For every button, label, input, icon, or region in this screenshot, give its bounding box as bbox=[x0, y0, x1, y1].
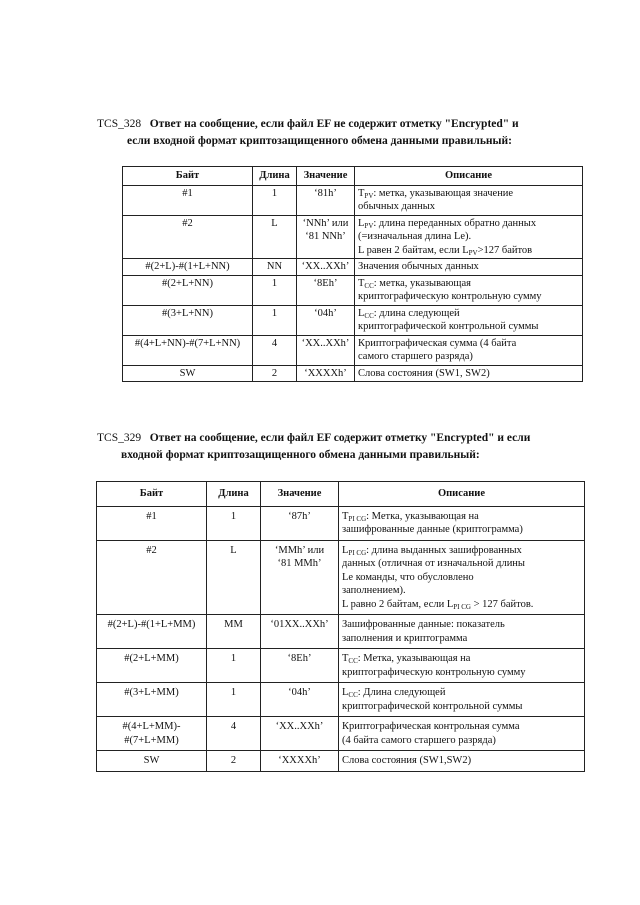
cell-value bbox=[261, 717, 339, 751]
header-value: Значение bbox=[297, 167, 355, 186]
description-text: криптографической контрольной суммы bbox=[342, 700, 523, 712]
symbol: T bbox=[358, 187, 365, 199]
description-text: Криптографическая контрольная сумма bbox=[342, 721, 520, 732]
response-table-plain bbox=[122, 166, 583, 382]
cell-description bbox=[355, 365, 583, 382]
description-text: Значения обычных данных bbox=[358, 261, 479, 272]
table-header-row bbox=[97, 482, 585, 507]
description-text: Слова состояния (SW1,SW2) bbox=[342, 755, 472, 766]
symbol: T bbox=[358, 277, 365, 289]
cell-byte bbox=[97, 615, 207, 649]
description-text: Криптографическая сумма (4 байта bbox=[358, 337, 517, 349]
table-row bbox=[123, 275, 583, 305]
description-text: : Метка, указывающая на bbox=[357, 653, 471, 664]
description-text: : длина переданных обратно данных bbox=[373, 217, 537, 229]
table-row bbox=[123, 305, 583, 335]
cell-byte: #(2+L+NN) bbox=[123, 275, 253, 305]
description-line bbox=[358, 200, 579, 214]
description-line bbox=[342, 598, 581, 612]
cell-value bbox=[261, 615, 339, 649]
description-text: >127 байтов bbox=[477, 244, 533, 256]
cell-line: ‘XXXXh’ bbox=[304, 367, 347, 379]
symbol-subscript: PI CG bbox=[348, 548, 367, 557]
cell-line: ‘MMh’ или bbox=[274, 544, 325, 556]
cell-description bbox=[355, 305, 583, 335]
description-line bbox=[342, 666, 581, 680]
description-text: (4 байта самого старшего разряда) bbox=[342, 734, 496, 746]
cell-line: #1 bbox=[146, 510, 157, 522]
cell-line: ‘XX..XXh’ bbox=[301, 337, 350, 349]
cell-byte: #1 bbox=[123, 185, 253, 215]
description-text: зашифрованные данные (криптограмма) bbox=[342, 524, 523, 535]
cell-byte: SW bbox=[123, 365, 253, 382]
cell-length: 2 bbox=[207, 751, 261, 772]
header-length: Длина bbox=[253, 167, 297, 186]
cell-value bbox=[297, 259, 355, 276]
description-line bbox=[342, 652, 581, 666]
cell-line: #(7+L+MM) bbox=[124, 734, 179, 746]
table-row bbox=[123, 259, 583, 276]
table-row bbox=[123, 215, 583, 259]
cell-line: ‘81 NNh’ bbox=[305, 231, 346, 242]
table-row bbox=[97, 649, 585, 683]
cell-length: 4 bbox=[253, 335, 297, 365]
symbol-subscript: CC bbox=[364, 311, 374, 320]
symbol-subscript: CC bbox=[348, 691, 358, 699]
symbol: T bbox=[342, 653, 349, 664]
cell-description bbox=[355, 335, 583, 365]
cell-value bbox=[261, 751, 339, 772]
description-line bbox=[358, 244, 579, 258]
cell-value bbox=[261, 506, 339, 540]
table-row bbox=[97, 615, 585, 649]
description-text: криптографическую контрольную сумму bbox=[358, 291, 542, 302]
cell-line: ‘01XX..XXh’ bbox=[270, 619, 329, 630]
description-text: обычных данных bbox=[358, 201, 436, 212]
symbol: L bbox=[358, 217, 365, 229]
cell-length: 4 bbox=[207, 717, 261, 751]
header-value: Значение bbox=[261, 482, 339, 507]
cell-line: ‘XXXXh’ bbox=[278, 755, 321, 766]
heading-text-continued: входной формат криптозащищенного обмена данными правильный: bbox=[121, 449, 480, 461]
cell-description bbox=[339, 649, 585, 683]
description-text: : метка, указывающая bbox=[373, 277, 472, 289]
description-line bbox=[342, 584, 581, 598]
symbol-subscript: PV bbox=[364, 221, 374, 230]
header-description: Описание bbox=[355, 167, 583, 186]
heading-text-continued: если входной формат криптозащищенного обмена данными правильный: bbox=[127, 135, 512, 147]
section-heading-tcs-328 bbox=[97, 116, 587, 150]
description-line bbox=[358, 260, 579, 274]
cell-length: L bbox=[253, 215, 297, 259]
table-row bbox=[97, 506, 585, 540]
requirement-code: TCS_329 bbox=[97, 432, 142, 444]
table-row bbox=[123, 365, 583, 382]
description-text: заполнением). bbox=[342, 585, 406, 596]
description-line bbox=[342, 557, 581, 571]
description-text: : Длина следующей bbox=[357, 687, 446, 698]
cell-value bbox=[297, 305, 355, 335]
cell-line: ‘XX..XXh’ bbox=[275, 721, 324, 732]
description-text: Слова состояния (SW1, SW2) bbox=[358, 367, 490, 379]
cell-length: L bbox=[207, 540, 261, 615]
cell-byte: #(2+L)-#(1+L+NN) bbox=[123, 259, 253, 276]
cell-line: ‘NNh’ или bbox=[302, 217, 349, 229]
header-byte: Байт bbox=[123, 167, 253, 186]
description-line bbox=[358, 187, 579, 201]
description-text: Зашифрованные данные: показатель bbox=[342, 619, 505, 630]
cell-byte: #(3+L+NN) bbox=[123, 305, 253, 335]
cell-line: ‘87h’ bbox=[288, 510, 311, 522]
symbol-subscript: PV bbox=[468, 248, 478, 257]
heading-text: Ответ на сообщение, если файл EF содержит отметку "Encrypted" и если bbox=[149, 432, 531, 444]
cell-byte bbox=[97, 751, 207, 772]
description-line bbox=[342, 734, 581, 748]
cell-value bbox=[261, 540, 339, 615]
description-line bbox=[358, 320, 579, 334]
description-line bbox=[342, 686, 581, 700]
cell-value bbox=[297, 275, 355, 305]
description-line bbox=[358, 217, 579, 231]
cell-length: 1 bbox=[253, 185, 297, 215]
header-length: Длина bbox=[207, 482, 261, 507]
cell-description bbox=[339, 615, 585, 649]
cell-value bbox=[297, 335, 355, 365]
table-row bbox=[97, 540, 585, 615]
cell-length: 1 bbox=[253, 305, 297, 335]
description-text: L равно 2 байтам, если L bbox=[342, 598, 454, 610]
description-text: криптографической контрольной суммы bbox=[358, 321, 539, 332]
response-table-encrypted bbox=[96, 481, 585, 772]
cell-value bbox=[261, 649, 339, 683]
description-text: заполнения и криптограмма bbox=[342, 632, 468, 644]
cell-length: 1 bbox=[207, 683, 261, 717]
description-line bbox=[342, 544, 581, 558]
heading-text: Ответ на сообщение, если файл EF не содержит отметку "Encrypted" и bbox=[149, 118, 519, 130]
symbol-subscript: PV bbox=[364, 191, 374, 200]
description-text: : длина следующей bbox=[373, 307, 460, 319]
cell-description bbox=[339, 540, 585, 615]
cell-length: MM bbox=[207, 615, 261, 649]
symbol-subscript: CC bbox=[348, 657, 358, 665]
symbol: L bbox=[342, 687, 349, 698]
cell-description bbox=[355, 259, 583, 276]
header-description: Описание bbox=[339, 482, 585, 507]
symbol: L bbox=[358, 307, 365, 319]
cell-line: #(4+L+MM)- bbox=[122, 721, 181, 732]
cell-description bbox=[339, 683, 585, 717]
description-line bbox=[358, 367, 579, 381]
symbol-subscript: PI CG bbox=[453, 602, 471, 611]
cell-description bbox=[355, 275, 583, 305]
description-text: самого старшего разряда) bbox=[358, 351, 473, 362]
description-text: данных (отличная от изначальной длины bbox=[342, 558, 525, 569]
description-line bbox=[358, 230, 579, 244]
cell-line: #2 bbox=[146, 544, 157, 556]
symbol-subscript: CC bbox=[364, 281, 374, 290]
table-row bbox=[97, 717, 585, 751]
description-line bbox=[342, 632, 581, 646]
cell-line: ‘04h’ bbox=[288, 687, 311, 698]
table-row bbox=[97, 751, 585, 772]
cell-byte bbox=[97, 540, 207, 615]
description-line bbox=[342, 754, 581, 768]
cell-length: 1 bbox=[207, 506, 261, 540]
cell-length: 1 bbox=[207, 649, 261, 683]
description-line bbox=[342, 720, 581, 734]
description-line bbox=[358, 350, 579, 364]
requirement-code: TCS_328 bbox=[97, 118, 142, 130]
description-text: (=изначальная длина Le). bbox=[358, 231, 472, 242]
cell-byte bbox=[97, 683, 207, 717]
description-text: L равен 2 байтам, если L bbox=[358, 244, 469, 256]
cell-line: ‘XX..XXh’ bbox=[301, 261, 350, 272]
cell-value bbox=[297, 185, 355, 215]
cell-description bbox=[339, 717, 585, 751]
cell-length: 1 bbox=[253, 275, 297, 305]
description-line bbox=[342, 700, 581, 714]
cell-byte: #2 bbox=[123, 215, 253, 259]
description-line bbox=[358, 337, 579, 351]
symbol: L bbox=[342, 544, 349, 556]
table-header-row bbox=[123, 167, 583, 186]
table-row bbox=[97, 683, 585, 717]
table-row bbox=[123, 185, 583, 215]
description-text: > 127 байтов. bbox=[470, 598, 534, 610]
description-line bbox=[342, 571, 581, 585]
cell-byte bbox=[97, 717, 207, 751]
header-byte: Байт bbox=[97, 482, 207, 507]
table-row bbox=[123, 335, 583, 365]
cell-description bbox=[339, 506, 585, 540]
cell-value bbox=[297, 215, 355, 259]
cell-line: ‘8Eh’ bbox=[287, 653, 312, 664]
section-heading-tcs-329 bbox=[97, 430, 597, 464]
cell-line: ‘8Eh’ bbox=[313, 277, 338, 289]
description-text: криптографическую контрольную сумму bbox=[342, 666, 526, 678]
description-line bbox=[342, 510, 581, 524]
cell-line: #(3+L+MM) bbox=[124, 687, 179, 698]
description-line bbox=[358, 307, 579, 321]
cell-line: ‘81 MMh’ bbox=[277, 558, 322, 569]
cell-description bbox=[355, 215, 583, 259]
description-line bbox=[358, 290, 579, 304]
cell-value bbox=[261, 683, 339, 717]
symbol: T bbox=[342, 510, 349, 522]
cell-line: ‘04h’ bbox=[314, 307, 337, 319]
description-line bbox=[342, 523, 581, 537]
description-text: : метка, указывающая значение bbox=[373, 187, 514, 199]
cell-description bbox=[355, 185, 583, 215]
symbol-subscript: PI CG bbox=[348, 514, 367, 523]
description-text: : длина выданных зашифрованных bbox=[366, 544, 522, 556]
cell-line: SW bbox=[143, 755, 160, 766]
description-line bbox=[358, 277, 579, 291]
cell-value bbox=[297, 365, 355, 382]
description-line bbox=[342, 618, 581, 632]
cell-description bbox=[339, 751, 585, 772]
description-text: : Метка, указывающая на bbox=[366, 510, 479, 522]
cell-byte bbox=[97, 649, 207, 683]
cell-length: NN bbox=[253, 259, 297, 276]
cell-length: 2 bbox=[253, 365, 297, 382]
cell-line: #(2+L+MM) bbox=[124, 653, 179, 664]
cell-line: ‘81h’ bbox=[314, 187, 337, 199]
description-text: Le команды, что обусловлено bbox=[342, 571, 474, 583]
cell-byte bbox=[97, 506, 207, 540]
cell-line: #(2+L)-#(1+L+MM) bbox=[107, 619, 196, 630]
cell-byte: #(4+L+NN)-#(7+L+NN) bbox=[123, 335, 253, 365]
